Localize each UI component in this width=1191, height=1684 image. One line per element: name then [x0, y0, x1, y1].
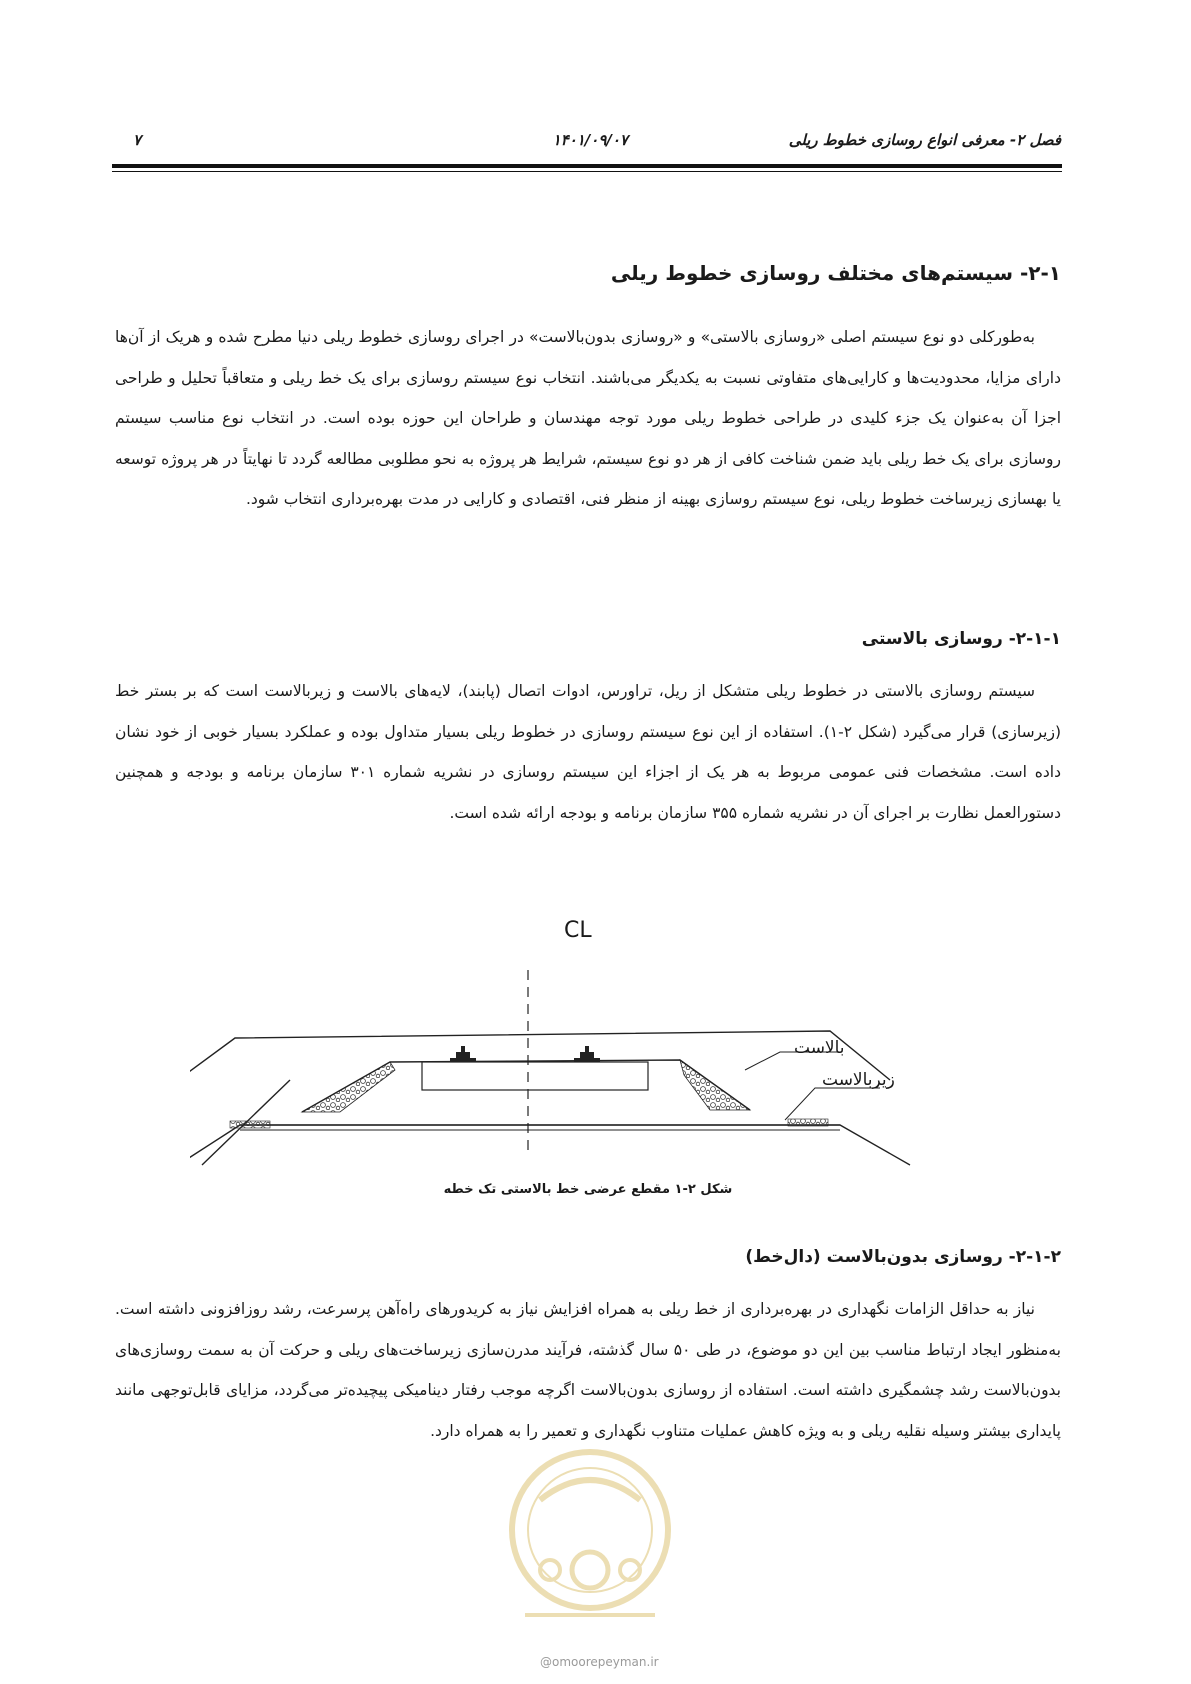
header-rule	[112, 164, 1062, 168]
chapter-title: فصل ۲- معرفی انواع روسازی خطوط ریلی	[788, 131, 1061, 149]
ballastless-paragraph: نیاز به حداقل الزامات نگهداری در بهره‌برداری از خط ریلی به همراه افزایش نیاز به کریدورهای راه‌آهن پرسرعت، رشد روزافزونی داشته است. به‌منظور ایجاد ارتباط مناسب بین این دو موضوع، در طی ۵۰ سال گذشته، فرآیند مدرن‌سازی زیرساخت‌های ریلی و حرکت آن به سمت روسازی‌های بدون‌بالاست رشد چشمگیری داشته است. استفاده از روسازی بدون‌بالاست اگرچه موجب رفتار دینامیکی پیچیده‌تر می‌گردد، مزایای قابل‌توجهی مانند پایداری بیشتر وسیله نقلیه ریلی و به ویژه کاهش عملیات متناوب نگهداری و تعمیر را به همراه دارد.	[115, 1300, 1061, 1440]
header-rule-thin	[112, 171, 1062, 172]
ballasted-paragraph: سیستم روسازی بالاستی در خطوط ریلی متشکل از ریل، تراورس، ادوات اتصال (پابند)، لایه‌های بالاست و زیربالاست است که بر بستر خط (زیرسازی) قرار می‌گیرد (شکل ۲-۱). استفاده از این نوع سیستم روسازی در خطوط ریلی بسیار متداول بوده و عملکرد بسیار خوبی از خود نشان داده است. مشخصات فنی عمومی مربوط به هر یک از اجزاء این سیستم روسازی در نشریه شماره ۳۰۱ سازمان برنامه و بودجه و همچنین دستورالعمل نظارت بر اجرای آن در نشریه شماره ۳۵۵ سازمان برنامه و بودجه ارائه شده است.	[115, 682, 1061, 822]
page-header	[115, 131, 1061, 153]
cross-section-drawing	[190, 910, 990, 1180]
figure-caption: شکل ۲-۱ مقطع عرضی خط بالاستی تک خطه	[443, 1182, 733, 1197]
subballast-label: زیربالاست	[822, 1070, 895, 1090]
subsection-title-ballastless: ۲-۱-۲- روسازی بدون‌بالاست (دال‌خط)	[745, 1247, 1061, 1267]
subsection-title-ballasted: ۲-۱-۱- روسازی بالاستی	[861, 629, 1061, 649]
page-number: ۷	[133, 131, 142, 149]
ballast-label: بالاست	[794, 1038, 845, 1058]
rail-left	[450, 1046, 476, 1062]
section-title: ۲-۱- سیستم‌های مختلف روسازی خطوط ریلی	[610, 261, 1061, 285]
watermark-url: @omoorepeyman.ir	[540, 1655, 659, 1669]
header-date: ۱۴۰۱/۰۹/۰۷	[552, 131, 628, 149]
watermark-logo-icon	[505, 1440, 675, 1645]
track-cross-section-figure	[190, 910, 990, 1180]
rail-right	[574, 1046, 600, 1062]
section-intro-paragraph: به‌طورکلی دو نوع سیستم اصلی «روسازی بالاستی» و «روسازی بدون‌بالاست» در اجرای روسازی خطوط ریلی دنیا مطرح شده و هریک از آن‌ها دارای مزایا، محدودیت‌ها و کارایی‌های متفاوتی نسبت به یکدیگر می‌باشند. انتخاب نوع سیستم روسازی برای یک خط ریلی و متعاقباً تحلیل و طراحی اجزا آن به‌عنوان یک جزء کلیدی در طراحی خطوط ریلی مورد توجه مهندسان و طراحان این حوزه بوده است. در انتخاب نوع مناسب سیستم روسازی برای یک خط ریلی باید ضمن شناخت کافی از هر دو نوع سیستم، شرایط هر پروژه به نحو مطلوبی مطالعه گردد تا نهایتاً در هر پروژه توسعه یا بهسازی زیرساخت خطوط ریلی، نوع سیستم روسازی بهینه از منظر فنی، اقتصادی و کارایی در مدت بهره‌برداری انتخاب شود.	[115, 328, 1061, 508]
centerline-label: CL	[564, 918, 592, 943]
